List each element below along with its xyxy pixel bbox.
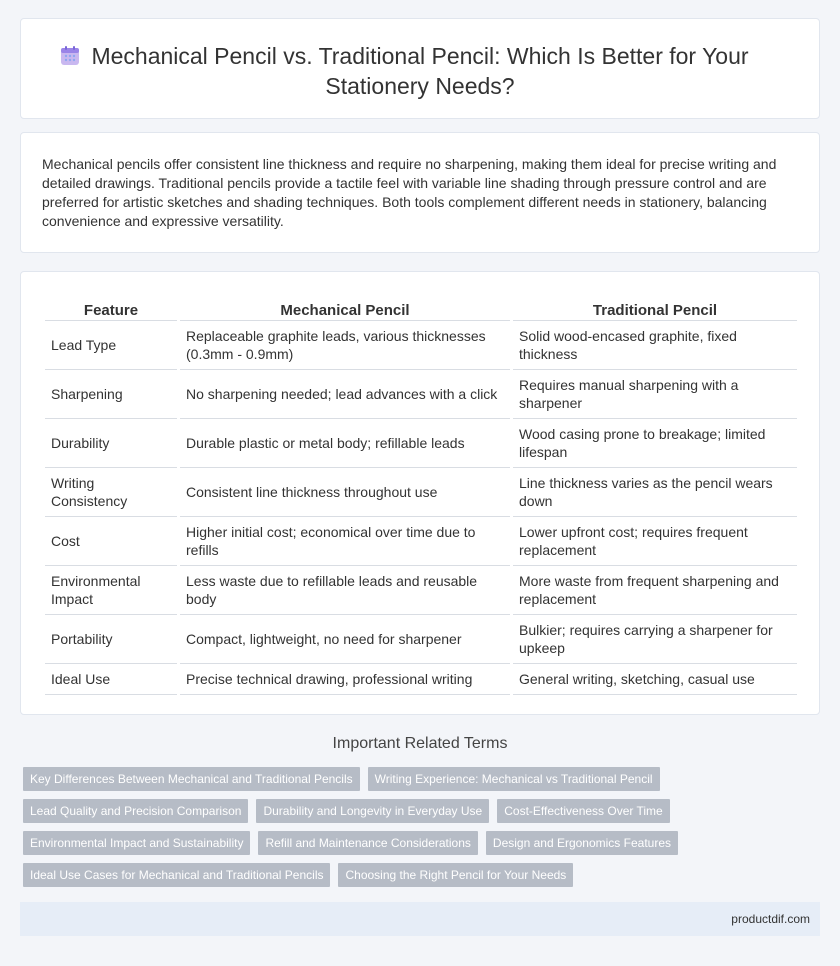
table-row — [45, 419, 797, 468]
table-row — [45, 468, 797, 517]
related-term-tag[interactable]: Lead Quality and Precision Comparison — [23, 799, 248, 823]
traditional-cell: More waste from frequent sharpening and replacement — [513, 566, 797, 615]
related-term-tag[interactable]: Cost-Effectiveness Over Time — [497, 799, 670, 823]
comparison-table — [42, 297, 800, 695]
feature-cell: Ideal Use — [45, 664, 177, 695]
page-title-line-1: Mechanical Pencil vs. Traditional Pencil: Which Is Better for Your — [91, 43, 749, 69]
column-header-feature: Feature — [45, 297, 177, 321]
table-header-row — [45, 297, 797, 321]
related-term-tag[interactable]: Design and Ergonomics Features — [486, 831, 678, 855]
feature-cell: Sharpening — [45, 370, 177, 419]
mechanical-cell: Higher initial cost; economical over time due to refills — [180, 517, 510, 566]
mechanical-cell: Precise technical drawing, professional writing — [180, 664, 510, 695]
related-term-tag[interactable]: Environmental Impact and Sustainability — [23, 831, 250, 855]
related-term-tag[interactable]: Key Differences Between Mechanical and Traditional Pencils — [23, 767, 360, 791]
column-header-traditional: Traditional Pencil — [513, 297, 797, 321]
table-row — [45, 370, 797, 419]
intro-paragraph: Mechanical pencils offer consistent line thickness and require no sharpening, making them ideal for precise writing and detailed drawings. Traditional pencils provide a tactile feel with variable line shading through pressure control and are preferred for artistic sketches and shading techniques. Both tools complement different needs in stationery, balancing convenience and expressive versatility. — [42, 156, 777, 229]
intro-card — [20, 132, 820, 253]
mechanical-cell: Durable plastic or metal body; refillable leads — [180, 419, 510, 468]
traditional-cell: General writing, sketching, casual use — [513, 664, 797, 695]
comparison-table-card — [20, 271, 820, 715]
mechanical-cell: Compact, lightweight, no need for sharpener — [180, 615, 510, 664]
feature-cell: Portability — [45, 615, 177, 664]
table-row — [45, 615, 797, 664]
feature-cell: Durability — [45, 419, 177, 468]
traditional-cell: Solid wood-encased graphite, fixed thickness — [513, 321, 797, 370]
traditional-cell: Requires manual sharpening with a sharpener — [513, 370, 797, 419]
table-row — [45, 321, 797, 370]
traditional-cell: Bulkier; requires carrying a sharpener for upkeep — [513, 615, 797, 664]
page-title — [21, 41, 819, 101]
page-title-line-2: Stationery Needs? — [325, 73, 515, 99]
related-term-tag[interactable]: Refill and Maintenance Considerations — [258, 831, 477, 855]
related-term-tag[interactable]: Choosing the Right Pencil for Your Needs — [338, 863, 573, 887]
mechanical-cell: No sharpening needed; lead advances with a click — [180, 370, 510, 419]
column-header-mechanical: Mechanical Pencil — [180, 297, 510, 321]
related-term-tag[interactable]: Durability and Longevity in Everyday Use — [256, 799, 489, 823]
related-term-tag[interactable]: Ideal Use Cases for Mechanical and Traditional Pencils — [23, 863, 330, 887]
traditional-cell: Line thickness varies as the pencil wears down — [513, 468, 797, 517]
feature-cell: Lead Type — [45, 321, 177, 370]
footer-site-link[interactable]: productdif.com — [731, 912, 810, 926]
table-row — [45, 566, 797, 615]
footer — [20, 902, 820, 936]
mechanical-cell: Less waste due to refillable leads and reusable body — [180, 566, 510, 615]
related-terms-title: Important Related Terms — [332, 735, 508, 752]
feature-cell: Environmental Impact — [45, 566, 177, 615]
related-terms-list — [23, 767, 823, 895]
table-row — [45, 664, 797, 695]
mechanical-cell: Replaceable graphite leads, various thicknesses (0.3mm - 0.9mm) — [180, 321, 510, 370]
feature-cell: Cost — [45, 517, 177, 566]
table-row — [45, 517, 797, 566]
header-card — [20, 18, 820, 119]
mechanical-cell: Consistent line thickness throughout use — [180, 468, 510, 517]
traditional-cell: Wood casing prone to breakage; limited lifespan — [513, 419, 797, 468]
feature-cell: Writing Consistency — [45, 468, 177, 517]
traditional-cell: Lower upfront cost; requires frequent replacement — [513, 517, 797, 566]
related-term-tag[interactable]: Writing Experience: Mechanical vs Traditional Pencil — [368, 767, 660, 791]
